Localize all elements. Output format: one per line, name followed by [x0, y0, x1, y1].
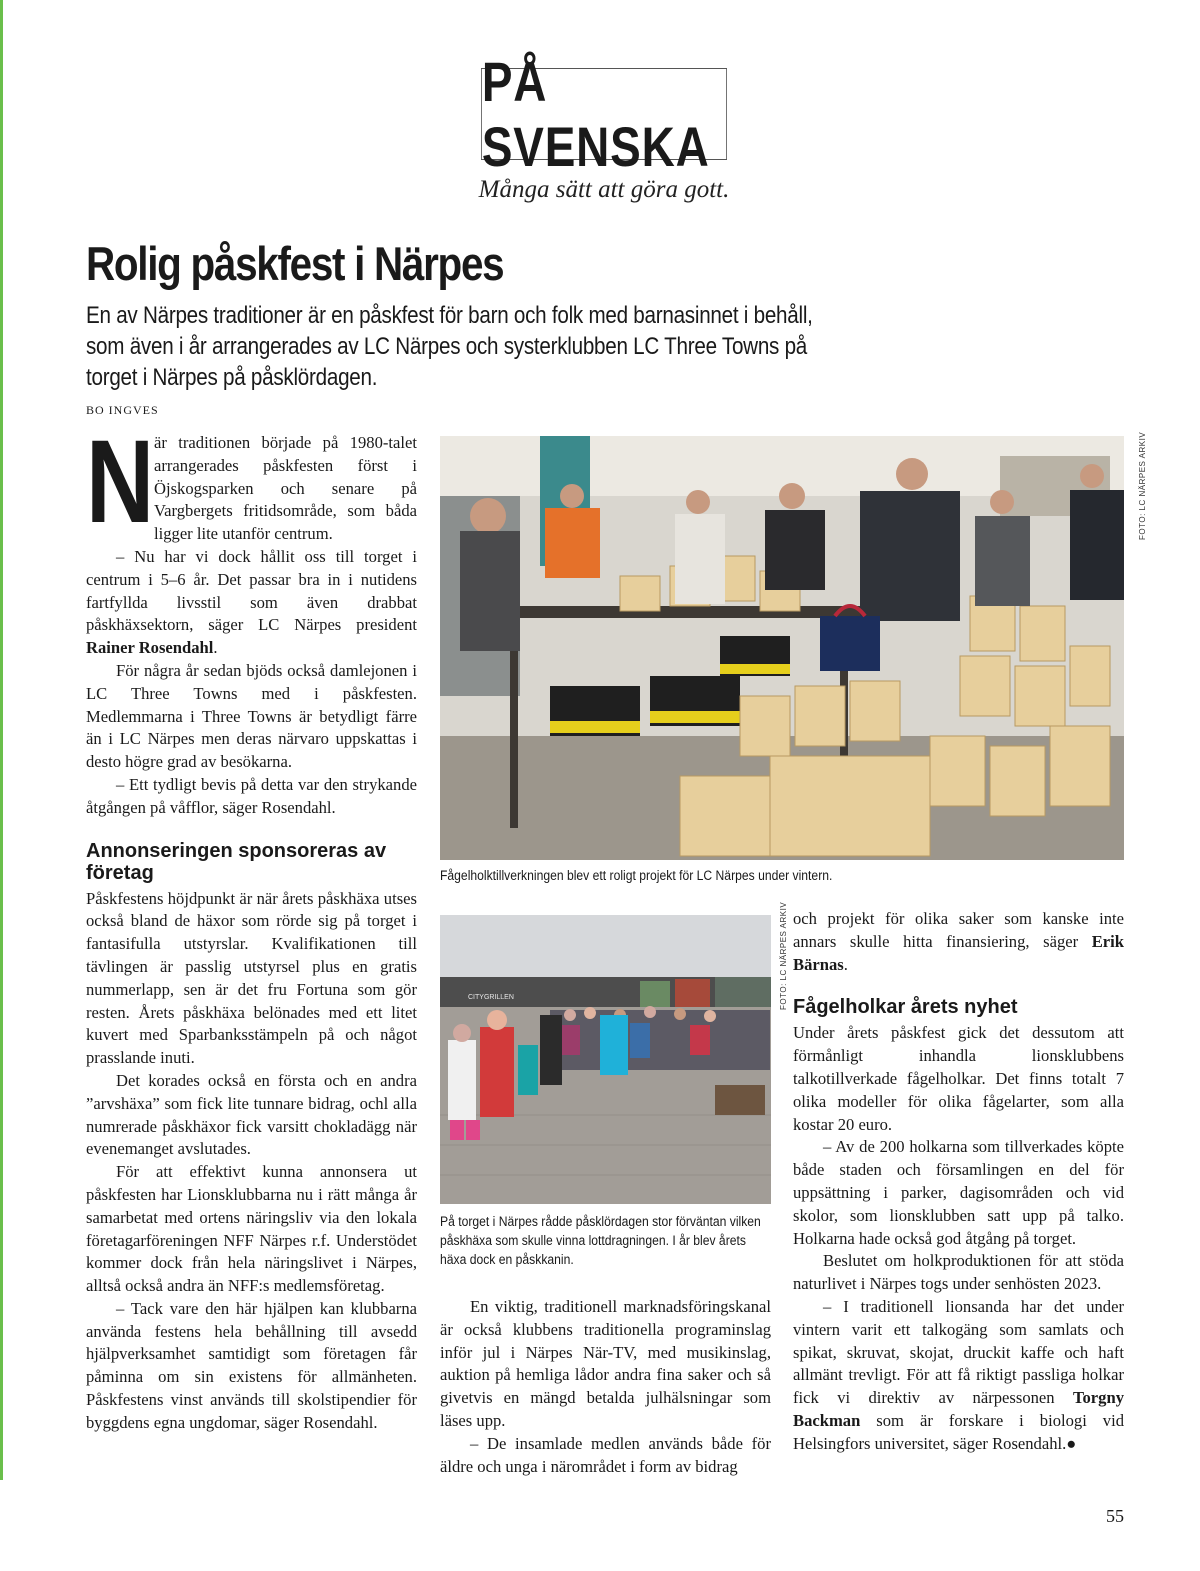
paragraph: Påskfestens höjdpunkt är när årets påskhäxa utses också bland de häxor som rörde sig på torget i fantasifulla utstyrslar. Kvalifikationen till tävlingen är passlig utstyrsel plus en gratis nummerlapp, sen är det fru Fortuna som gör resten. Årets påskhäxa belönades med ett litet kuvert med Sparbanksstämpeln på och något prasslande inuti. — [86, 888, 417, 1068]
paragraph: Under årets påskfest gick det dessutom att förmånligt inhandla lionsklubbens talkotillverkade fågelholkar. Det finns totalt 7 olika modeller för olika fågelarter, som alla kostar 20 euro. — [793, 1023, 1124, 1134]
paragraph: – De insamlade medlen används både för äldre och unga i närområdet i form av bidrag — [440, 1433, 771, 1476]
article-column-2 — [440, 1296, 771, 1478]
subheading: Fågelholkar årets nyhet — [793, 996, 1018, 1019]
article-column-1 — [86, 416, 417, 1435]
section-tagline: Många sätt att göra gott. — [478, 176, 730, 203]
article-column-3 — [793, 908, 1124, 1456]
square-photo-illustration — [440, 915, 771, 1204]
article-lead: En av Närpes traditioner är en påskfest för barn och folk med barnasinnet i behåll, som även i år arrangerades av LC Närpes och systerklubben LC Three Towns på torget i Närpes på påsklördagen. — [86, 302, 813, 391]
paragraph: – Ett tydligt bevis på detta var den strykande åtgången på våfflor, säger Rosendahl. — [86, 774, 417, 817]
end-mark-icon: ● — [1066, 1433, 1077, 1453]
person-name: Erik Bärnas — [793, 931, 1124, 974]
page-edge-bar — [0, 0, 3, 1480]
photo-caption: Fågelholktillverkningen blev ett roligt projekt för LC Närpes under vintern. — [440, 868, 833, 883]
paragraph: – I traditionell lionsanda har det under vintern varit ett talkogäng som samlats och spikat, skruvat, skojat, druckit kaffe och haft allmänt trevligt. För att få riktigt passliga holkar fick vi direktiv av närpessonen Torgny Backman som är forskare i biologi vid Helsingfors universitet, säger Rosendahl.● — [793, 1296, 1124, 1453]
person-name: Torgny Backman — [793, 1388, 1124, 1430]
paragraph: – Nu har vi dock hållit oss till torget i centrum i 5–6 år. Det passar bra in i nutidens fartfyllda livsstil som även drabbat påskhäxsektorn, säger LC Närpes president Rainer Rosendahl. — [86, 546, 417, 658]
square-photo — [440, 915, 771, 1204]
paragraph: – Av de 200 holkarna som tillverkades köpte både staden och församlingen en del för uppsättning i parker, dagisområden och vid skolor, som lionsklubben satt upp på talko. Holkarna hade också god åtgång på torget. — [793, 1137, 1124, 1248]
paragraph: Beslutet om holkproduktionen för att stöda naturlivet i Närpes togs under senhösten 2023. — [793, 1251, 1124, 1294]
paragraph: En viktig, traditionell marknadsföringskanal är också klubbens traditionella programinslag inför jul i Närpes När-TV, med musikinslag, auktion på hemliga lådor andra fina saker och så givetvis en mängd betalda julhälsningar som läses upp. — [440, 1297, 771, 1430]
paragraph: För att effektivt kunna annonsera ut påskfesten har Lionsklubbarna nu i rätt många år samarbetat med ortens näringsliv via den lokala företagarföreningen NFF Närpes r.f. Understödet kommer dock från hela näringslivet i Närpes, alltså också andra än NFF:s medlemsföretag. — [86, 1162, 417, 1296]
paragraph: är traditionen började på 1980-talet arrangerades påskfesten först i Öjskogsparken och senare på Vargbergets fritidsområde, som båda ligger lite utanför centrum. — [154, 433, 417, 544]
drop-cap: N — [86, 416, 155, 548]
person-name: Rainer Rosendahl — [86, 638, 214, 658]
photo-caption: På torget i Närpes rådde påsklördagen stor förväntan vilken påskhäxa som skulle vinna lottdragningen. I år blev årets häxa dock en påskkanin. — [440, 1214, 761, 1267]
workshop-photo — [440, 436, 1124, 860]
paragraph: – Tack vare den här hjälpen kan klubbarna använda festens hela behållning till avsedd hjälpverksamhet samtidigt som företagen får påminna om sin existens för allmänheten. Påskfestens vinst används till skolstipendier för byggdens egna ungdomar, säger Rosendahl. — [86, 1298, 417, 1432]
photo-credit: FOTO: LC NÄRPES ARKIV — [779, 901, 788, 1010]
subheading: Annonseringen sponsoreras av företag — [86, 839, 387, 884]
photo-credit: FOTO: LC NÄRPES ARKIV — [1138, 431, 1147, 540]
page-number: 55 — [1106, 1506, 1124, 1526]
paragraph: Det korades också en första och en andra ”arvshäxa” som fick lite tunnare bidrag, ochl alla numrerade påskhäxor fick varsitt chokladägg när evenemanget avslutades. — [86, 1070, 417, 1159]
paragraph: och projekt för olika saker som kanske inte annars skulle hitta finansiering, säger Erik Bärnas. — [793, 909, 1124, 974]
paragraph: För några år sedan bjöds också damlejonen i LC Three Towns med i påskfesten. Medlemmarna i Three Towns är betydligt färre än i LC Närpes men deras närvaro uppskattas i desto högre grad av besökarna. — [86, 660, 417, 772]
section-label: PÅ SVENSKA — [481, 68, 727, 160]
article-byline: BO INGVES — [86, 403, 159, 417]
workshop-photo-illustration — [440, 436, 1124, 860]
square-sign-text: CITYGRILLEN — [468, 994, 514, 1001]
article-headline: Rolig påskfest i Närpes — [86, 237, 504, 290]
